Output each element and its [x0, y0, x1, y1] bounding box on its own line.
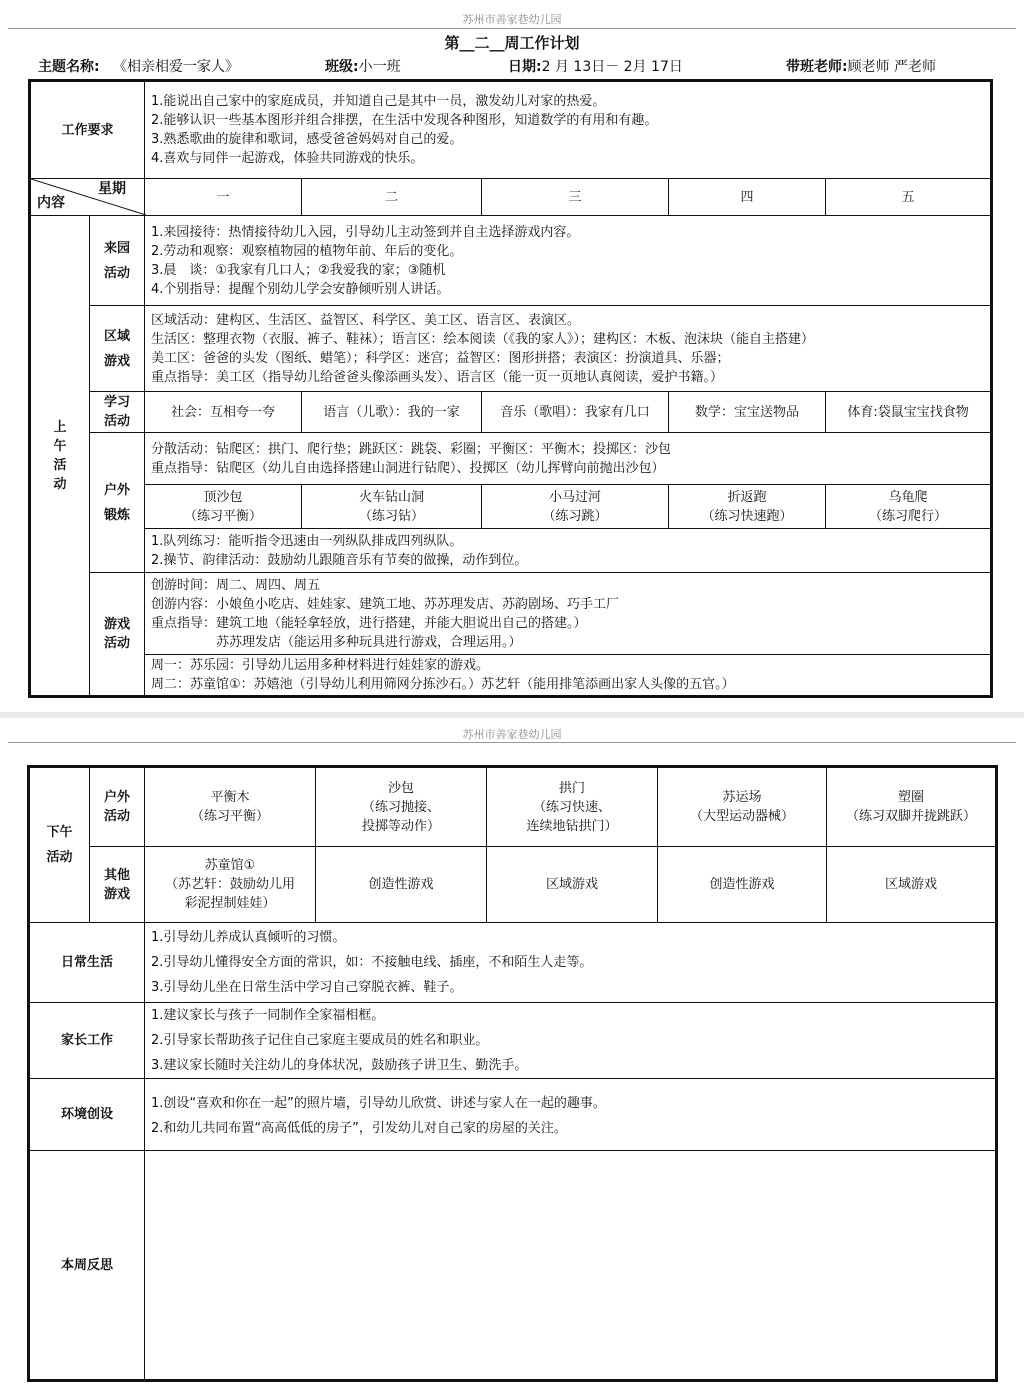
- page-title: 第__二__周工作计划: [444, 34, 580, 52]
- environment-content: 1.创设“喜欢和你在一起”的照片墙，引导幼儿欣赏、讲述与家人在一起的趣事。 2.和幼儿共同布置“高高低低的房子”，引发幼儿对自己家的房屋的关注。: [145, 1079, 997, 1151]
- environment-label: 环境创设: [29, 1079, 145, 1151]
- learning-fri: 体育:袋鼠宝宝找食物: [826, 392, 992, 433]
- play-content: 创游时间：周二、周四、周五 创游内容：小娘鱼小吃店、娃娃家、建筑工地、苏苏理发店、苏韵剧场、巧手工厂 重点指导：建筑工地（能轻拿轻放，进行搭建，并能大胆说出自己的搭建。） 苏苏理发店（能运用多种玩具进行游戏，合理运用。）: [145, 573, 992, 655]
- plan-table-morning: [28, 79, 993, 698]
- daily-life-content: 1.引导幼儿养成认真倾听的习惯。 2.引导幼儿懂得安全方面的常识，如：不接触电线、插座，不和陌生人走等。 3.引导幼儿坐在日常生活中学习自己穿脱衣裤、鞋子。: [145, 923, 997, 1003]
- learning-thu: 数学：宝宝送物品: [669, 392, 826, 433]
- outdoor-tue: 火车钻山洞 （练习钻）: [302, 485, 482, 529]
- arrival-content: 1.来园接待：热情接待幼儿入园，引导幼儿主动签到并自主选择游戏内容。 2.劳动和观察：观察植物园的植物年前、年后的变化。 3.晨 谈：①我家有几口人；②我爱我的家；③随机 4.个别指导：提醒个别幼儿学会安静倾听别人讲话。: [145, 216, 992, 306]
- other-games-wed: 区域游戏: [487, 847, 658, 923]
- learning-mon: 社会：互相夸一夸: [145, 392, 302, 433]
- afternoon-outdoor-thu: 苏运场 （大型运动器械）: [658, 767, 827, 847]
- afternoon-outdoor-fri: 塑圈 （练习双脚并拢跳跃）: [827, 767, 997, 847]
- plan-table-afternoon: [27, 765, 998, 1382]
- day-header-thu: 四: [669, 179, 826, 216]
- parents-content: 1.建议家长与孩子一同制作全家福相框。 2.引导家长帮助孩子记住自己家庭主要成员的姓名和职业。 3.建议家长随时关注幼儿的身体状况，鼓励孩子讲卫生、勤洗手。: [145, 1003, 997, 1079]
- school-header-2: 苏州市善家巷幼儿园: [462, 728, 562, 741]
- learning-label: 学习 活动: [90, 392, 145, 433]
- daily-life-label: 日常生活: [29, 923, 145, 1003]
- afternoon-outdoor-tue: 沙包 （练习抛接、 投掷等动作）: [316, 767, 487, 847]
- outdoor-fri: 乌龟爬 （练习爬行）: [826, 485, 992, 529]
- play-extra: 周一：苏乐园：引导幼儿运用多种材料进行娃娃家的游戏。 周二：苏童馆①：苏嬉池（引导幼儿利用筛网分拣沙石。）苏艺轩（能用排笔添画出家人头像的五官。）: [145, 655, 992, 697]
- other-games-tue: 创造性游戏: [316, 847, 487, 923]
- learning-wed: 音乐（歌唱）：我家有几口: [482, 392, 669, 433]
- theme-meta: 主题名称: 《相亲相爱一家人》: [38, 59, 239, 75]
- weekday-diagonal-header: 星期 内容: [30, 179, 145, 216]
- header-rule: [8, 28, 1016, 29]
- area-games-label: 区域 游戏: [90, 306, 145, 392]
- class-meta: 班级:小一班: [325, 59, 401, 75]
- outdoor-label: 户外 锻炼: [90, 433, 145, 573]
- day-header-tue: 二: [302, 179, 482, 216]
- outdoor-thu: 折返跑 （练习快速跑）: [669, 485, 826, 529]
- date-meta: 日期:2 月 13日－ 2月 17日: [508, 59, 683, 75]
- other-games-thu: 创造性游戏: [658, 847, 827, 923]
- morning-label: 上 午 活 动: [30, 216, 90, 697]
- page-2: [0, 718, 1024, 1398]
- theme-value: 《相亲相爱一家人》: [112, 59, 239, 75]
- outdoor-mon: 顶沙包 （练习平衡）: [145, 485, 302, 529]
- parents-label: 家长工作: [29, 1003, 145, 1079]
- day-header-mon: 一: [145, 179, 302, 216]
- afternoon-outdoor-mon: 平衡木 （练习平衡）: [145, 767, 316, 847]
- arrival-label: 来园 活动: [90, 216, 145, 306]
- area-games-content: 区域活动：建构区、生活区、益智区、科学区、美工区、语言区、表演区。 生活区：整理衣物（衣服、裤子、鞋袜）；语言区：绘本阅读（《我的家人》）；建构区：木板、泡沫块（能自主搭建） 美工区：爸爸的头发（图纸、蜡笔）；科学区：迷宫；益智区：图形拼搭；表演区：扮演道具、乐器； 重点指导：美工区（指导幼儿给爸爸头像添画头发）、语言区（能一页一页地认真阅读，爱护书籍。）: [145, 306, 992, 392]
- class-value: 小一班: [358, 59, 401, 75]
- afternoon-outdoor-label: 户外 活动: [90, 767, 145, 847]
- play-label: 游戏 活动: [90, 573, 145, 697]
- school-header: 苏州市善家巷幼儿园: [462, 13, 562, 26]
- teacher-meta: 带班老师:顾老师 严老师: [786, 59, 937, 75]
- other-games-fri: 区域游戏: [827, 847, 997, 923]
- outdoor-content: 分散活动：钻爬区：拱门、爬行垫；跳跃区：跳袋、彩圈；平衡区：平衡木；投掷区：沙包 重点指导：钻爬区（幼儿自由选择搭建山洞进行钻爬）、投掷区（幼儿挥臂向前抛出沙包）: [145, 433, 992, 485]
- other-games-label: 其他 游戏: [90, 847, 145, 923]
- requirements-label: 工作要求: [30, 81, 145, 179]
- afternoon-outdoor-wed: 拱门 （练习快速、 连续地钻拱门）: [487, 767, 658, 847]
- outdoor-extra: 1.队列练习：能听指令迅速由一列纵队排成四列纵队。 2.操节、韵律活动：鼓励幼儿跟随音乐有节奏的做操，动作到位。: [145, 529, 992, 573]
- date-value: 2 月 13日－ 2月 17日: [541, 59, 683, 75]
- reflection-label: 本周反思: [29, 1151, 145, 1381]
- learning-tue: 语言（儿歌）：我的一家: [302, 392, 482, 433]
- afternoon-label: 下午 活动: [29, 767, 90, 923]
- day-header-wed: 三: [482, 179, 669, 216]
- header-rule-2: [8, 742, 1016, 743]
- teacher-value: 顾老师 严老师: [847, 59, 937, 75]
- requirements-content: 1.能说出自己家中的家庭成员，并知道自己是其中一员，激发幼儿对家的热爱。 2.能够认识一些基本图形并组合排摆，在生活中发现各种图形，知道数学的有用和有趣。 3.熟悉歌曲的旋律和歌词，感受爸爸妈妈对自己的爱。 4.喜欢与同伴一起游戏，体验共同游戏的快乐。: [145, 81, 992, 179]
- day-header-fri: 五: [826, 179, 992, 216]
- other-games-mon: 苏童馆① （苏艺轩：鼓励幼儿用 彩泥捏制娃娃）: [145, 847, 316, 923]
- reflection-content[interactable]: [145, 1151, 997, 1381]
- outdoor-wed: 小马过河 （练习跳）: [482, 485, 669, 529]
